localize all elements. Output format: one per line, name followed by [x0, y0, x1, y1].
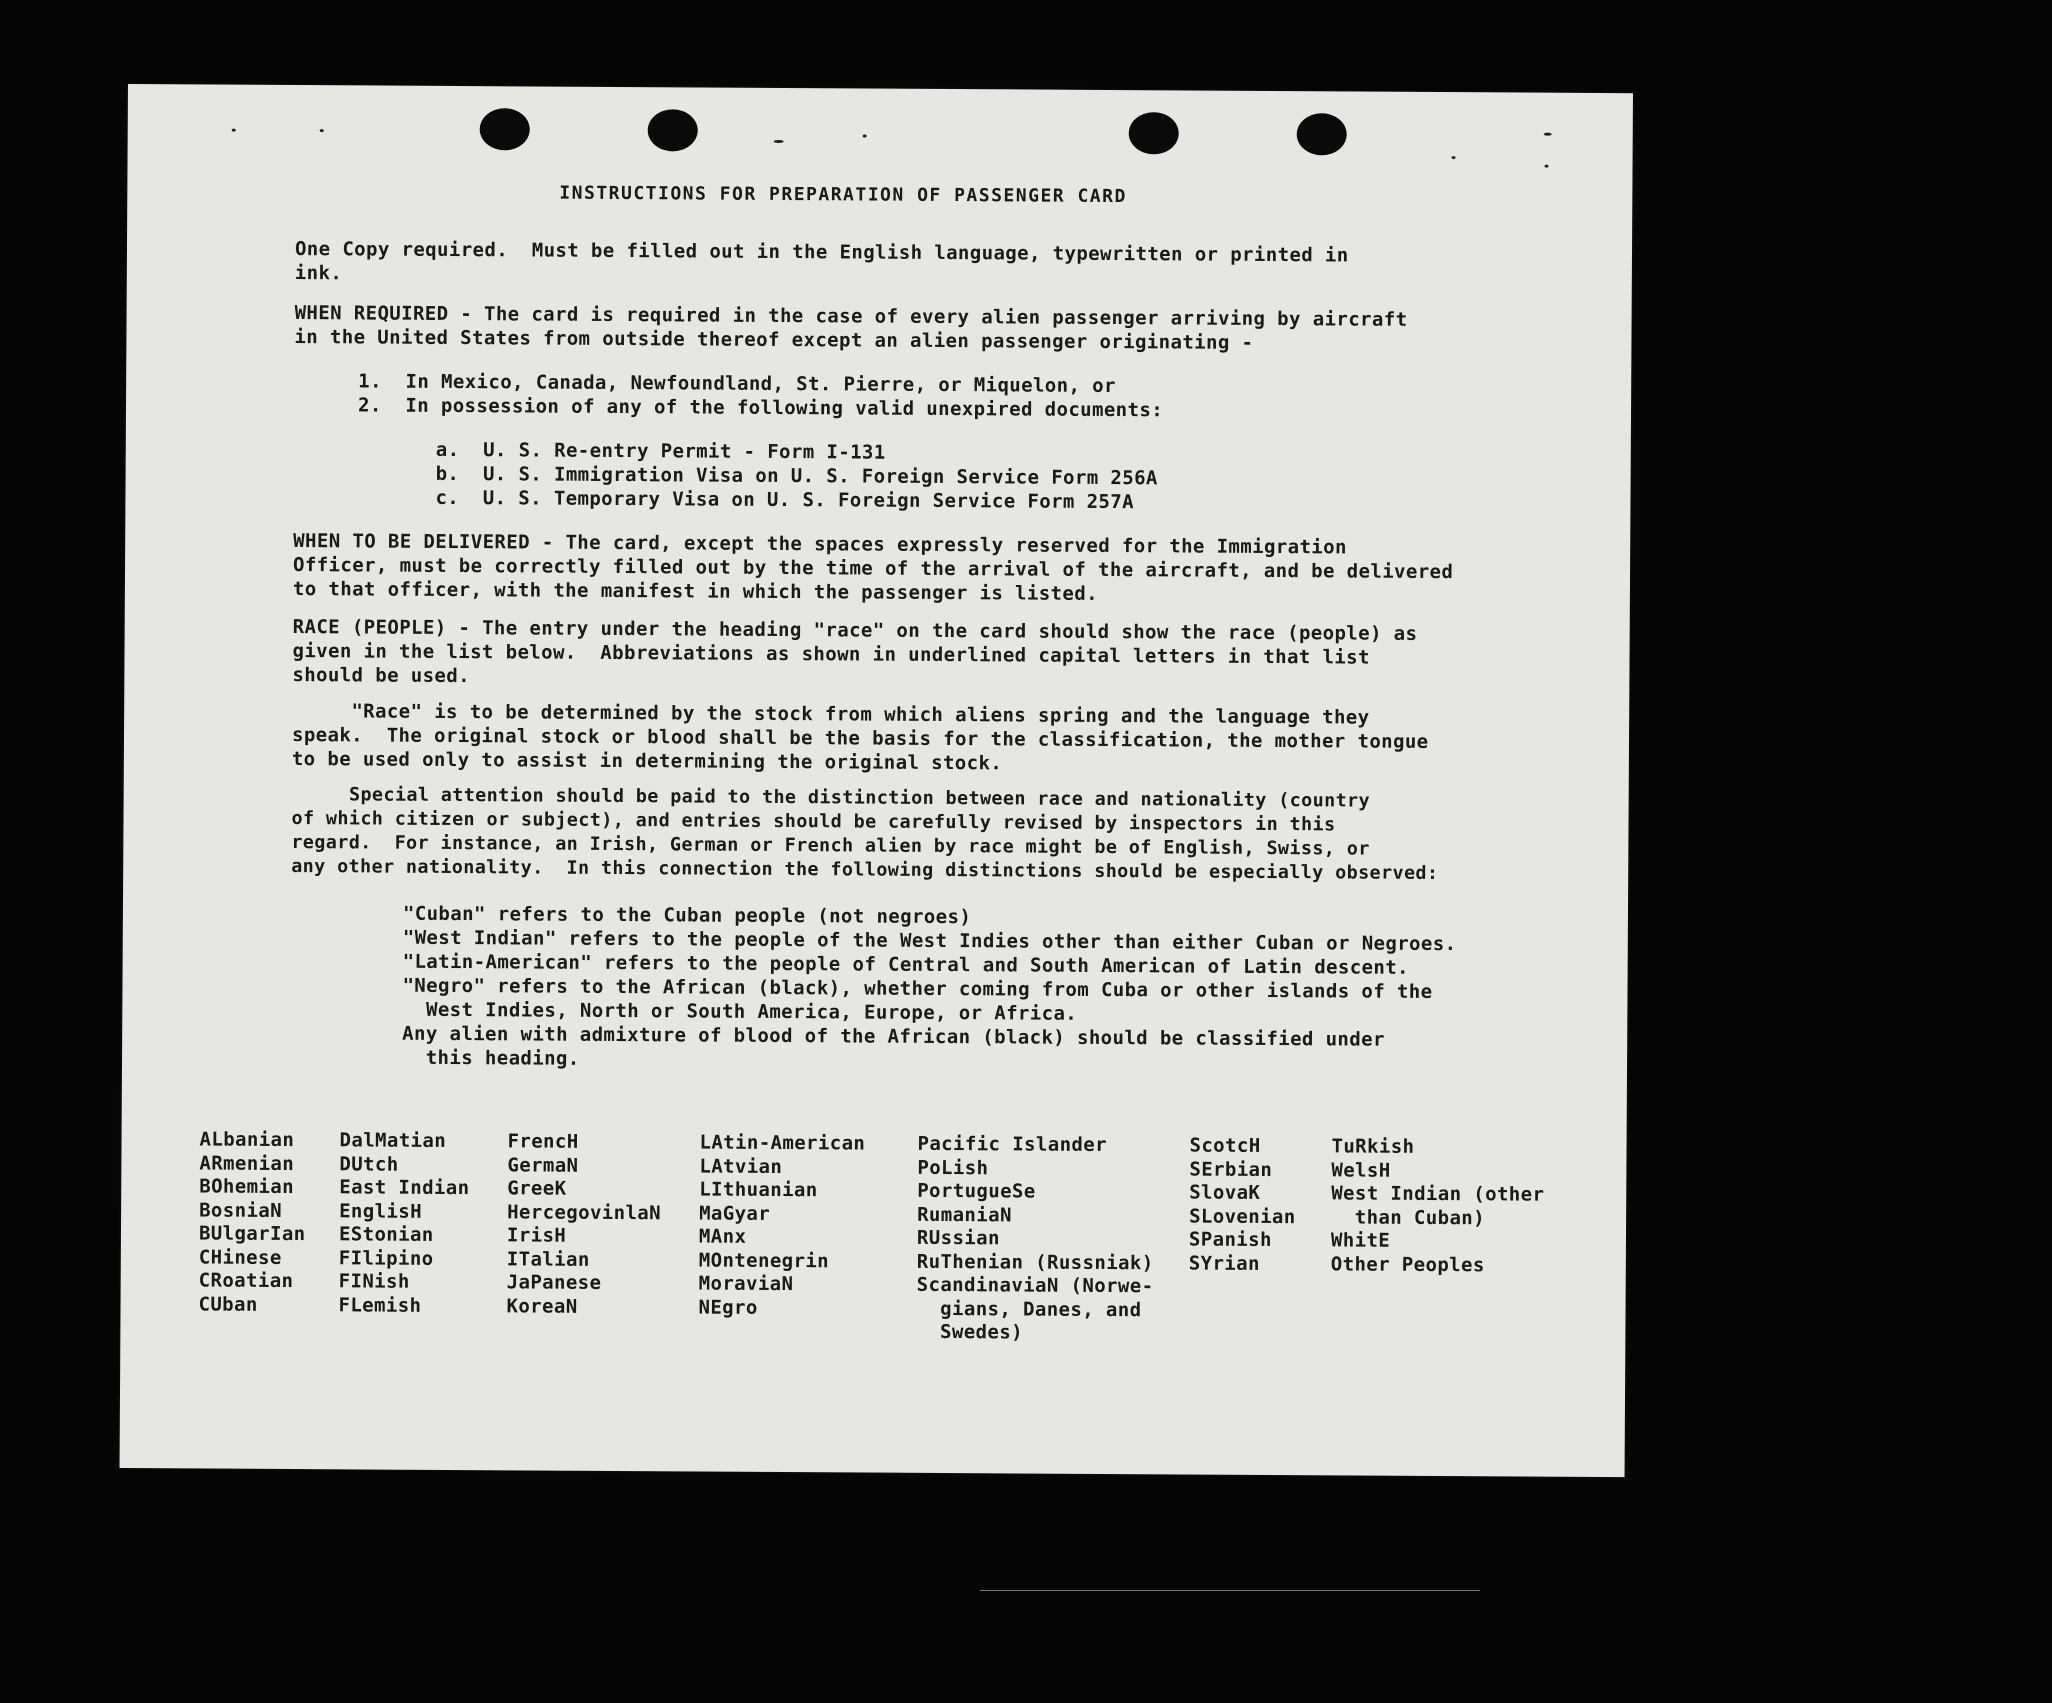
race-entry: MOntenegrin — [698, 1249, 830, 1272]
race-entry: East Indian — [339, 1176, 470, 1200]
race-entry: KoreaN — [506, 1294, 578, 1318]
race-entry: RumaniaN — [917, 1203, 1012, 1226]
race-entry: ScotcH — [1189, 1134, 1261, 1157]
race-entry: HercegovinlaN — [507, 1200, 662, 1224]
race-entry: EStonian — [338, 1223, 434, 1246]
race-entry: SYrian — [1188, 1252, 1260, 1275]
race-entry: LIthuanian — [699, 1178, 818, 1202]
race-list-column-6 — [1189, 1135, 1296, 1277]
race-entry: ARmenian — [199, 1151, 295, 1175]
speck — [863, 134, 867, 137]
race-people-paragraph: RACE (PEOPLE) - The entry under the heading "race" on the card should show the race (people) as given in the list below. Abbreviations as shown in underlined capital letters in that list should be used. — [292, 616, 1418, 688]
race-entry: than Cuban) — [1331, 1205, 1486, 1229]
race-entry: DalMatian — [339, 1129, 447, 1152]
race-entry: SLovenian — [1189, 1205, 1296, 1228]
race-entry: TuRkish — [1331, 1135, 1415, 1158]
speck — [1545, 165, 1549, 168]
race-list-column-2 — [338, 1129, 469, 1318]
race-entry: RuThenian (Russniak) — [916, 1250, 1154, 1274]
distinctions-list: "Cuban" refers to the Cuban people (not negroes) "West Indian" refers to the people of the West Indies other than either Cuban or Negroes. "Latin-American" refers to the people of Central and South American of Latin descent. "Negro" refers to the African (black), whether coming from Cuba or other islands of the West Indies, North or South America, Europe, or Africa. Any alien with admixture of blood of the African (black) should be classified under this heading. — [401, 902, 1457, 1070]
race-entry: MAnx — [698, 1225, 747, 1248]
numbered-item: 2. In possession of any of the following valid unexpired documents: — [357, 394, 1164, 422]
race-entry: CRoatian — [198, 1269, 294, 1293]
race-entry: ALbanian — [199, 1128, 295, 1152]
race-entry: EnglisH — [339, 1199, 423, 1223]
race-list-column-3 — [506, 1130, 661, 1319]
race-list-column-4 — [698, 1132, 865, 1321]
race-entry: Swedes) — [916, 1320, 1024, 1344]
when-required-paragraph: WHEN REQUIRED - The card is required in the case of every alien passenger arriving by aircraft in the United States from outside thereof except an alien passenger originating - — [294, 302, 1408, 354]
race-entry: FIlipino — [338, 1246, 434, 1270]
punch-hole — [1297, 113, 1347, 155]
speck — [1452, 156, 1456, 159]
punch-hole — [480, 108, 530, 150]
race-entry: BosniaN — [199, 1198, 283, 1222]
race-entry: PoLish — [917, 1156, 989, 1179]
race-list-column-1 — [198, 1128, 306, 1317]
race-entry: GreeK — [507, 1177, 567, 1200]
document-page — [120, 84, 1633, 1477]
speck — [232, 129, 236, 132]
punch-hole — [1129, 112, 1179, 154]
race-entry: SPanish — [1188, 1228, 1272, 1252]
race-entry: ITalian — [506, 1247, 590, 1271]
race-entry: NEgro — [698, 1296, 758, 1319]
race-entry: SlovaK — [1189, 1181, 1261, 1204]
race-entry: RUssian — [916, 1226, 1000, 1250]
race-entry: CUban — [198, 1292, 258, 1316]
when-delivered-paragraph: WHEN TO BE DELIVERED - The card, except the spaces expressly reserved for the Immigration Officer, must be correctly filled out by the time of the arrival of the aircraft, and be delivered to that officer, with the manifest in which the passenger is listed. — [292, 530, 1454, 605]
race-entry: WelsH — [1331, 1158, 1391, 1182]
race-entry: BOhemian — [199, 1175, 295, 1199]
race-entry: DUtch — [339, 1152, 399, 1176]
page-title: INSTRUCTIONS FOR PREPARATION OF PASSENGER CARD — [559, 182, 1127, 208]
scan-artifact-line — [980, 1590, 1480, 1591]
race-entry: FLemish — [338, 1293, 422, 1317]
lettered-item: c. U. S. Temporary Visa on U. S. Foreign Service Form 257A — [435, 486, 1135, 514]
race-entry: JaPanese — [506, 1271, 602, 1294]
race-entry: MoraviaN — [698, 1272, 794, 1296]
race-entry: LAtin-American — [699, 1131, 866, 1155]
race-entry: GermaN — [507, 1153, 579, 1177]
race-entry: BUlgarIan — [198, 1222, 306, 1246]
speck — [320, 129, 324, 132]
lettered-item: a. U. S. Re-entry Permit - Form I-131 — [435, 438, 886, 464]
speck — [774, 140, 784, 143]
race-entry: West Indian (other — [1331, 1182, 1545, 1206]
special-attention-paragraph: Special attention should be paid to the distinction between race and nationality (country of which citizen or subject), and entries should be carefully revised by inspectors in this regard. For instance, an Irish, German or French alien by race might be of English, Swiss, or any other nationality. In this connection the following distinctions should be especially observed: — [291, 784, 1439, 885]
race-entry: gians, Danes, and — [916, 1297, 1142, 1321]
race-list-column-5 — [916, 1133, 1154, 1346]
race-entry: FINish — [338, 1270, 410, 1293]
race-entry: IrisH — [506, 1224, 567, 1247]
race-entry: FrencH — [507, 1130, 579, 1153]
race-entry: LAtvian — [699, 1155, 783, 1178]
numbered-item: 1. In Mexico, Canada, Newfoundland, St. Pierre, or Miquelon, or — [358, 370, 1116, 398]
race-entry: SErbian — [1189, 1158, 1273, 1181]
race-entry: PortugueSe — [917, 1179, 1036, 1203]
race-determined-paragraph: "Race" is to be determined by the stock from which aliens spring and the language they speak. The original stock or blood shall be the basis for the classification, the mother tongue to be used only to assist in determining the original stock. — [291, 700, 1429, 775]
punch-hole — [648, 109, 698, 151]
race-entry: MaGyar — [699, 1202, 771, 1225]
race-list-column-7 — [1331, 1135, 1545, 1277]
race-entry: Other Peoples — [1330, 1252, 1485, 1276]
race-entry: WhitE — [1330, 1229, 1391, 1252]
intro-paragraph: One Copy required. Must be filled out in the English language, typewritten or printed in ink. — [294, 238, 1349, 285]
lettered-item: b. U. S. Immigration Visa on U. S. Foreign Service Form 256A — [435, 462, 1158, 490]
race-entry: ScandinaviaN (Norwe- — [916, 1273, 1154, 1298]
race-entry: CHinese — [198, 1245, 282, 1269]
speck — [1544, 133, 1552, 136]
race-entry: Pacific Islander — [917, 1132, 1108, 1156]
